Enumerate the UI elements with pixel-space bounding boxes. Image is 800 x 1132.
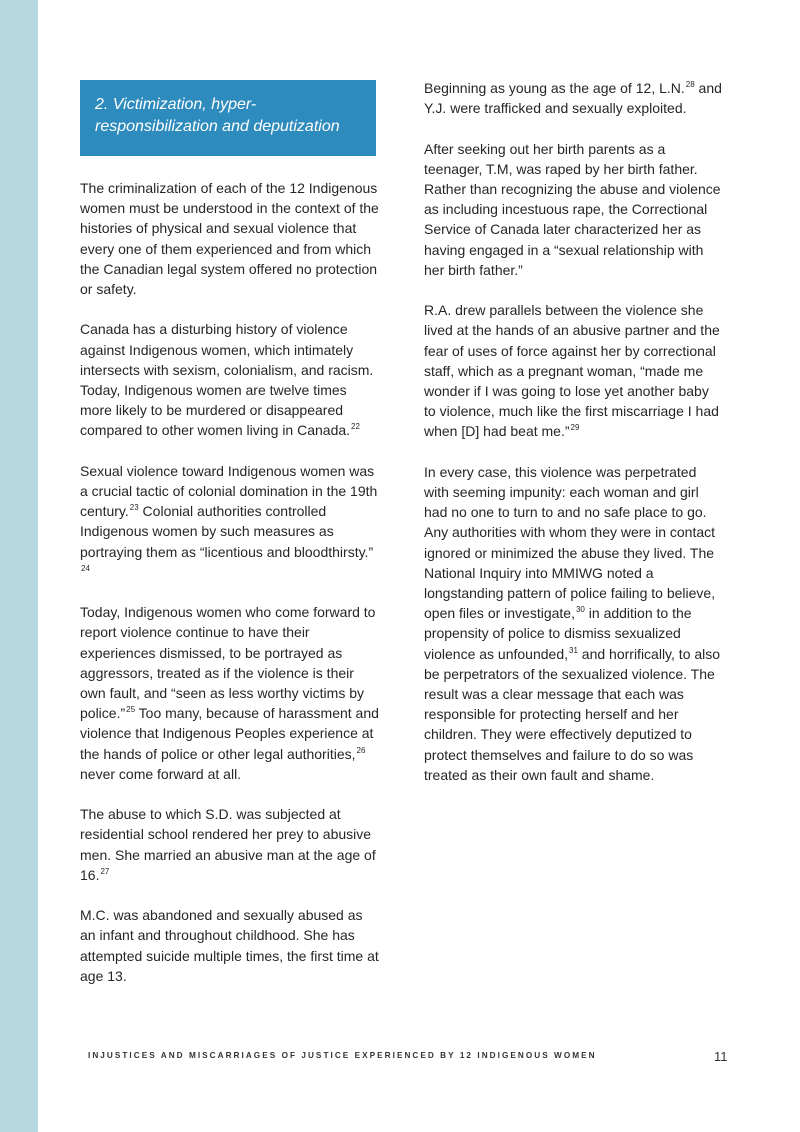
paragraph-text: never come forward at all. bbox=[80, 765, 242, 782]
paragraph-text: Beginning as young as the age of 12, L.N. bbox=[424, 80, 685, 96]
right-column bbox=[424, 78, 724, 805]
paragraph-ra bbox=[424, 300, 724, 441]
footnote-ref-26: 26 bbox=[356, 745, 366, 755]
paragraph-text: in addition to the propensity of police to dismiss sexualized violence as unfounded, bbox=[424, 605, 692, 662]
paragraph-tm: After seeking out her birth parents as a teenager, T.M, was raped by her birth father. Rather than recognizing the abuse and violence as including incestuous rape, the Correctional Service of Canada later characterized her as having engaged in a “sexual relationship with her birth father.” bbox=[424, 140, 721, 278]
paragraph-text: Today, Indigenous women who come forward to report violence continue to have their experiences dismissed, to be portrayed as aggressors, treated as if the violence is their own fault, and “seen as less worthy victims by police.” bbox=[80, 604, 376, 722]
sidebar-accent-bar bbox=[0, 0, 38, 1132]
paragraph-text: Colonial authorities controlled Indigenous women by such measures as portraying them as “licentious and bloodthirsty.” bbox=[80, 503, 374, 560]
paragraph-ln-yj bbox=[424, 78, 724, 118]
footnote-ref-31: 31 bbox=[569, 645, 578, 655]
paragraph-mc: M.C. was abandoned and sexually abused as an infant and throughout childhood. She has attempted suicide multiple times, the first time at age 13. bbox=[80, 907, 379, 984]
paragraph-criminalization: The criminalization of each of the 12 Indigenous women must be understood in the context of the histories of physical and sexual violence that every one of them experienced and from which the Canadian legal system offered no protection or safety. bbox=[80, 180, 379, 298]
section-heading-line-2: responsibilization and deputization bbox=[95, 118, 340, 135]
paragraph-reporting-violence bbox=[80, 602, 380, 784]
paragraph-text: Canada has a disturbing history of violence against Indigenous women, which intimately intersects with sexism, colonialism, and racism. Today, Indigenous women are twelve times more likely to be murdered or disappeared compared to other women living in Canada. bbox=[80, 321, 374, 439]
paragraph-text: and Y.J. were trafficked and sexually exploited. bbox=[424, 80, 722, 117]
footnote-ref-22: 22 bbox=[351, 422, 360, 432]
page-number: 11 bbox=[714, 1049, 728, 1064]
paragraph-text: Too many, because of harassment and violence that Indigenous Peoples experience at the hands of police or other legal authorities, bbox=[80, 705, 379, 762]
paragraph-sd bbox=[80, 804, 380, 885]
paragraph-text: R.A. drew parallels between the violence she lived at the hands of an abusive partner and the fear of uses of force against her by correctional staff, which as a pregnant woman, “made me wonder if I was going to lose yet another baby to violence, much like the first miscarriage I had when [D] had beat me.” bbox=[424, 302, 720, 440]
paragraph-text: Sexual violence toward Indigenous women was a crucial tactic of colonial domination in the 19th century. bbox=[80, 462, 378, 520]
paragraph-text: In every case, this violence was perpetrated with seeming impunity: each woman and girl had no one to turn to and no safe place to go. Any authorities with whom they were in contact ignored or minimized the abuse they lived. The National Inquiry into MMIWG noted a longstanding pattern of police failing to believe, open files or investigate, bbox=[424, 463, 716, 622]
footnote-ref-23: 23 bbox=[129, 503, 139, 513]
footnote-ref-30: 30 bbox=[575, 605, 585, 615]
footnote-ref-27: 27 bbox=[100, 866, 110, 876]
paragraph-impunity bbox=[424, 462, 724, 785]
section-heading-line-1: 2. Victimization, hyper- bbox=[95, 96, 257, 113]
paragraph-text: The abuse to which S.D. was subjected at residential school rendered her prey to abusive men. She married an abusive man at the age of 16. bbox=[80, 806, 376, 883]
footer-report-title: INJUSTICES AND MISCARRIAGES OF JUSTICE EXPERIENCED BY 12 INDIGENOUS WOMEN bbox=[88, 1051, 597, 1060]
footnote-ref-24: 24 bbox=[81, 563, 90, 573]
footnote-ref-29: 29 bbox=[570, 423, 580, 433]
paragraph-history-of-violence bbox=[80, 319, 380, 440]
left-column bbox=[80, 178, 380, 1006]
section-heading-box bbox=[80, 80, 376, 156]
paragraph-text: and horrifically, to also be perpetrators of the sexualized violence. The result was a clear message that each was responsible for protecting herself and her children. They were effectively deputized to protect themselves and failure to do so was treated as their own fault and shame. bbox=[424, 645, 721, 783]
footnote-ref-28: 28 bbox=[685, 80, 695, 89]
footnote-ref-25: 25 bbox=[126, 705, 136, 715]
paragraph-colonial-domination bbox=[80, 461, 380, 582]
